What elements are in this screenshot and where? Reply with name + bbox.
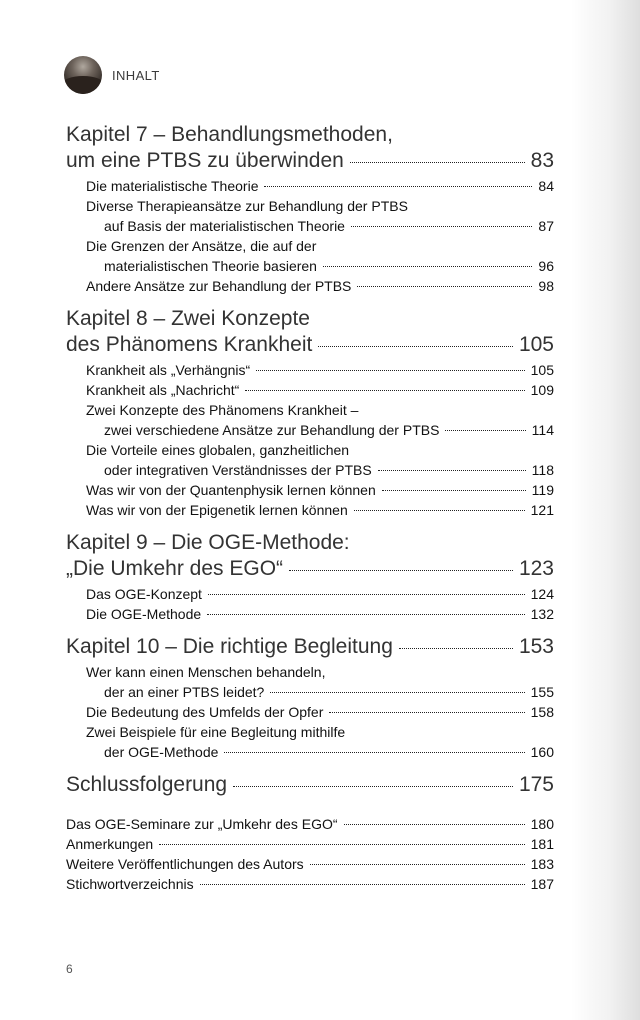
toc-entry[interactable] — [66, 814, 554, 834]
chapter-entries — [86, 176, 554, 296]
toc-entry[interactable] — [86, 236, 554, 276]
toc-entry[interactable] — [86, 360, 554, 380]
page-edge-shadow — [570, 0, 640, 1020]
toc-entry[interactable] — [66, 854, 554, 874]
dot-leader — [318, 346, 513, 347]
page-ref: 123 — [518, 557, 554, 580]
toc-entry[interactable] — [86, 176, 554, 196]
entry-title: Die Grenzen der Ansätze, die auf der — [86, 238, 317, 254]
dot-leader — [264, 186, 532, 187]
toc-entry[interactable] — [66, 834, 554, 854]
toc-entry[interactable] — [86, 276, 554, 296]
page-ref: 160 — [530, 744, 554, 760]
toc-entry[interactable] — [86, 662, 554, 702]
chapter-link[interactable] — [66, 556, 554, 582]
section-title: INHALT — [112, 67, 160, 83]
chapter-entries — [86, 360, 554, 520]
chapter-title-line: Kapitel 8 – Zwei Konzepte — [66, 307, 310, 330]
page-ref: 153 — [518, 635, 554, 658]
toc-entry[interactable] — [86, 702, 554, 722]
dot-leader — [382, 490, 526, 491]
page-ref: 105 — [518, 333, 554, 356]
entry-title: Krankheit als „Verhängnis“ — [86, 362, 251, 378]
entry-title: Zwei Konzepte des Phänomens Krankheit – — [86, 402, 359, 418]
page-ref: 181 — [530, 836, 554, 852]
entry-title-continued: zwei verschiedene Ansätze zur Behandlung der PTBS — [104, 422, 440, 438]
dot-leader — [329, 712, 524, 713]
entry-title-continued: auf Basis der materialistischen Theorie — [104, 218, 345, 234]
chapter-link[interactable] — [66, 332, 554, 358]
toc-entry[interactable] — [86, 440, 554, 480]
chapter-title-line: Kapitel 7 – Behandlungsmethoden, — [66, 123, 393, 146]
toc-entry[interactable] — [86, 400, 554, 440]
toc-entry[interactable] — [86, 480, 554, 500]
entry-title-continued: der OGE-Methode — [104, 744, 219, 760]
dot-leader — [270, 692, 524, 693]
chapter-7 — [66, 122, 554, 296]
entry-title: Das OGE-Konzept — [86, 586, 202, 602]
page-ref: 180 — [530, 816, 554, 832]
entry-title: Zwei Beispiele für eine Begleitung mithilfe — [86, 724, 346, 740]
entry-title: Die Vorteile eines globalen, ganzheitlichen — [86, 442, 350, 458]
table-of-contents — [66, 122, 554, 894]
page-ref: 187 — [530, 876, 554, 892]
entry-title: Die Bedeutung des Umfelds der Opfer — [86, 704, 324, 720]
chapter-link[interactable] — [66, 634, 554, 660]
toc-entry[interactable] — [86, 380, 554, 400]
dot-leader — [200, 884, 525, 885]
entry-title: Anmerkungen — [66, 836, 154, 852]
entry-title: Weitere Veröffentlichungen des Autors — [66, 856, 304, 872]
chapter-9 — [66, 530, 554, 624]
header — [64, 56, 160, 94]
dot-leader — [344, 824, 525, 825]
page-ref: 175 — [518, 773, 554, 796]
dot-leader — [351, 226, 532, 227]
entry-title: Diverse Therapieansätze zur Behandlung der PTBS — [86, 198, 408, 214]
entry-title-continued: materialistischen Theorie basieren — [104, 258, 317, 274]
entry-title: Wer kann einen Menschen behandeln, — [86, 664, 326, 680]
page-ref: 84 — [538, 178, 554, 194]
entry-title: Die OGE-Methode — [86, 606, 202, 622]
toc-entry[interactable] — [86, 500, 554, 520]
chapter-link[interactable] — [66, 772, 554, 798]
page-ref: 87 — [538, 218, 554, 234]
page-ref: 114 — [531, 422, 554, 438]
page-ref: 158 — [530, 704, 554, 720]
dot-leader — [445, 430, 525, 431]
toc-entry[interactable] — [86, 722, 554, 762]
chapter-8 — [66, 306, 554, 520]
logo-icon — [64, 56, 102, 94]
dot-leader — [378, 470, 526, 471]
toc-entry[interactable] — [86, 604, 554, 624]
dot-leader — [289, 570, 513, 571]
chapter-link[interactable] — [66, 148, 554, 174]
entry-title: Was wir von der Epigenetik lernen können — [86, 502, 348, 518]
toc-entry[interactable] — [86, 584, 554, 604]
page-ref: 121 — [530, 502, 554, 518]
entry-title: Die materialistische Theorie — [86, 178, 259, 194]
page-ref: 109 — [530, 382, 554, 398]
page-ref: 132 — [530, 606, 554, 622]
dot-leader — [245, 390, 524, 391]
conclusion — [66, 772, 554, 798]
entry-title: Stichwortverzeichnis — [66, 876, 194, 892]
page-ref: 96 — [538, 258, 554, 274]
dot-leader — [233, 786, 513, 787]
dot-leader — [310, 864, 525, 865]
dot-leader — [207, 614, 524, 615]
toc-entry[interactable] — [86, 196, 554, 236]
page-number: 6 — [66, 962, 73, 976]
dot-leader — [350, 162, 525, 163]
entry-title: Andere Ansätze zur Behandlung der PTBS — [86, 278, 352, 294]
dot-leader — [323, 266, 532, 267]
page-ref: 105 — [530, 362, 554, 378]
dot-leader — [357, 286, 532, 287]
page-ref: 124 — [530, 586, 554, 602]
dot-leader — [256, 370, 524, 371]
page-ref: 183 — [530, 856, 554, 872]
page-ref: 119 — [531, 482, 554, 498]
chapter-title-line: um eine PTBS zu überwinden — [66, 149, 344, 172]
dot-leader — [208, 594, 525, 595]
page-ref: 98 — [538, 278, 554, 294]
chapter-title-line: Kapitel 9 – Die OGE-Methode: — [66, 531, 350, 554]
appendix-list — [66, 814, 554, 894]
entry-title: Krankheit als „Nachricht“ — [86, 382, 240, 398]
dot-leader — [399, 648, 513, 649]
page-ref: 155 — [530, 684, 554, 700]
toc-entry[interactable] — [66, 874, 554, 894]
page-ref: 83 — [530, 149, 554, 172]
dot-leader — [224, 752, 524, 753]
chapter-title-line: „Die Umkehr des EGO“ — [66, 557, 284, 580]
entry-title-continued: oder integrativen Verständnisses der PTBS — [104, 462, 372, 478]
page-ref: 118 — [531, 462, 554, 478]
entry-title: Was wir von der Quantenphysik lernen können — [86, 482, 376, 498]
chapter-10 — [66, 634, 554, 762]
entry-title: Das OGE-Seminare zur „Umkehr des EGO“ — [66, 816, 338, 832]
entry-title-continued: der an einer PTBS leidet? — [104, 684, 265, 700]
chapter-title-line: Kapitel 10 – Die richtige Begleitung — [66, 635, 393, 658]
chapter-entries — [86, 584, 554, 624]
chapter-entries — [86, 662, 554, 762]
dot-leader — [354, 510, 525, 511]
chapter-title-line: des Phänomens Krankheit — [66, 333, 313, 356]
chapter-title-line: Schlussfolgerung — [66, 773, 228, 796]
dot-leader — [159, 844, 524, 845]
